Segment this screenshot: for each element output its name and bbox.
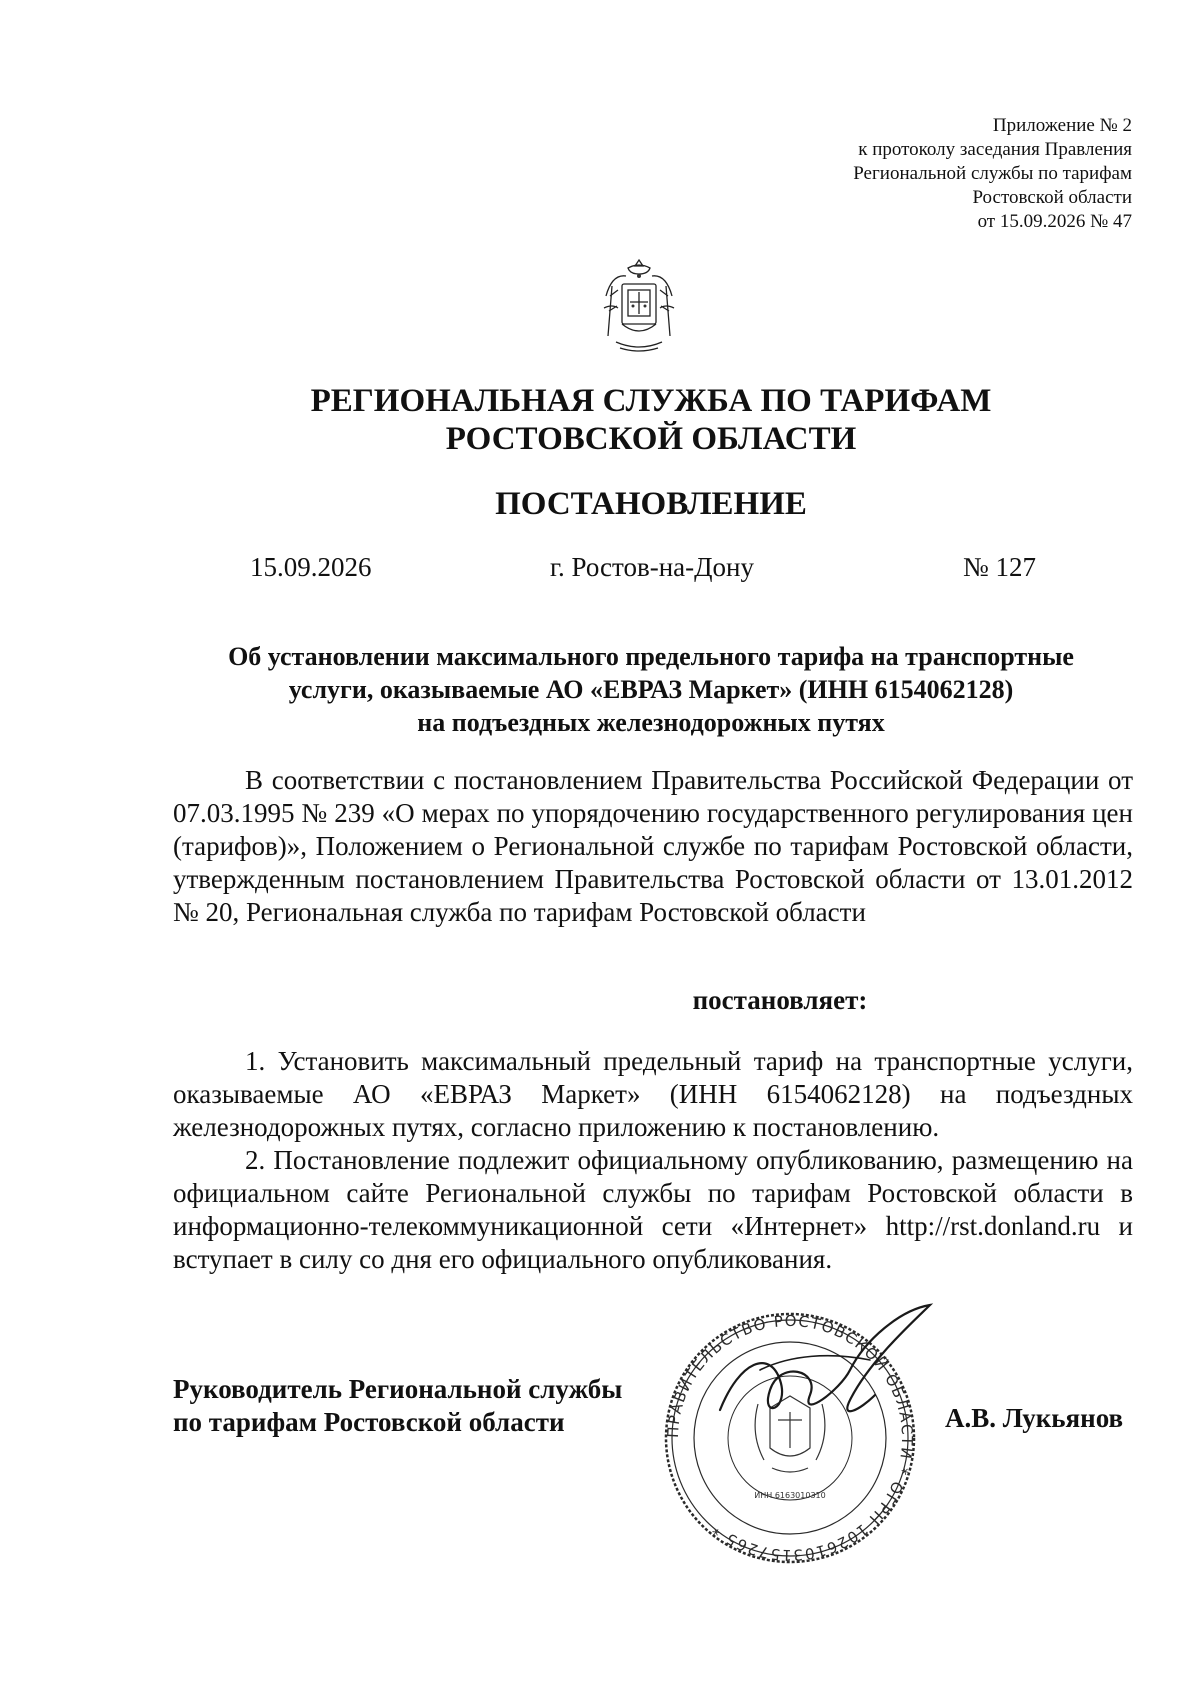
- appendix-line: Ростовской области: [972, 187, 1132, 208]
- organization-title: [0, 382, 1200, 458]
- document-number: № 127: [963, 552, 1037, 582]
- appendix-line: от 15.09.2026 № 47: [977, 211, 1132, 232]
- appendix-line: Приложение № 2: [992, 115, 1132, 136]
- appendix-line: к протоколу заседания Правления: [858, 139, 1132, 160]
- coat-of-arms-emblem: [600, 256, 678, 356]
- organization-line: РОСТОВСКОЙ ОБЛАСТИ: [445, 421, 857, 457]
- resolution-item: 1. Установить максимальный предельный тариф на транспортные услуги, оказываемые АО «ЕВРАЗ Маркет» (ИНН 6154062128) на подъездных железнодорожных путях, согласно приложению к постановлению.: [173, 1046, 1133, 1142]
- signatory-title-line: по тарифам Ростовской области: [173, 1407, 565, 1437]
- resolution-items: [173, 1045, 1133, 1276]
- svg-text:ПРАВИТЕЛЬСТВО РОСТОВСКОЙ ОБЛАС: ПРАВИТЕЛЬСТВО РОСТОВСКОЙ ОБЛАСТИ * ОГРН 1026103157265 *: [663, 1311, 917, 1565]
- subject-line: услуги, оказываемые АО «ЕВРАЗ Маркет» (ИНН 6154062128): [288, 675, 1014, 704]
- preamble: [173, 764, 1133, 929]
- document-city: г. Ростов-на-Дону: [550, 552, 755, 582]
- organization-line: РЕГИОНАЛЬНАЯ СЛУЖБА ПО ТАРИФАМ: [310, 383, 992, 419]
- appendix-line: Региональной службы по тарифам: [853, 163, 1132, 184]
- preamble-paragraph: В соответствии с постановлением Правительства Российской Федерации от 07.03.1995 № 239 «О мерах по упорядочению государственного регулирования цен (тарифов)», Положением о Региональной службе по тарифам Ростовской области, утвержденным постановлением Правительства Ростовской области от 13.01.2012 № 20, Региональная служба по тарифам Ростовской области: [173, 765, 1133, 927]
- svg-text:ИНН 6163010310: ИНН 6163010310: [754, 1491, 826, 1500]
- document-date: 15.09.2026: [250, 552, 372, 582]
- subject-line: Об установлении максимального предельного тарифа на транспортные: [228, 642, 1074, 671]
- handwritten-signature: [700, 1300, 940, 1440]
- appendix-reference: [853, 114, 1132, 234]
- signatory-title-line: Руководитель Региональной службы: [173, 1374, 623, 1404]
- resolution-item: 2. Постановление подлежит официальному опубликованию, размещению на официальном сайте Региональной службы по тарифам Ростовской области в информационно-телекоммуникационной сети «Интернет» http://rst.donland.ru и вступает в силу со дня его официального опубликования.: [173, 1145, 1133, 1274]
- signatory-name: А.В. Лукьянов: [945, 1403, 1124, 1433]
- subject-line: на подъездных железнодорожных путях: [417, 708, 885, 737]
- resolves-heading: постановляет:: [692, 985, 868, 1015]
- signatory-title: [173, 1373, 622, 1439]
- document-subject: [0, 640, 1200, 739]
- document-type: ПОСТАНОВЛЕНИЕ: [495, 486, 807, 522]
